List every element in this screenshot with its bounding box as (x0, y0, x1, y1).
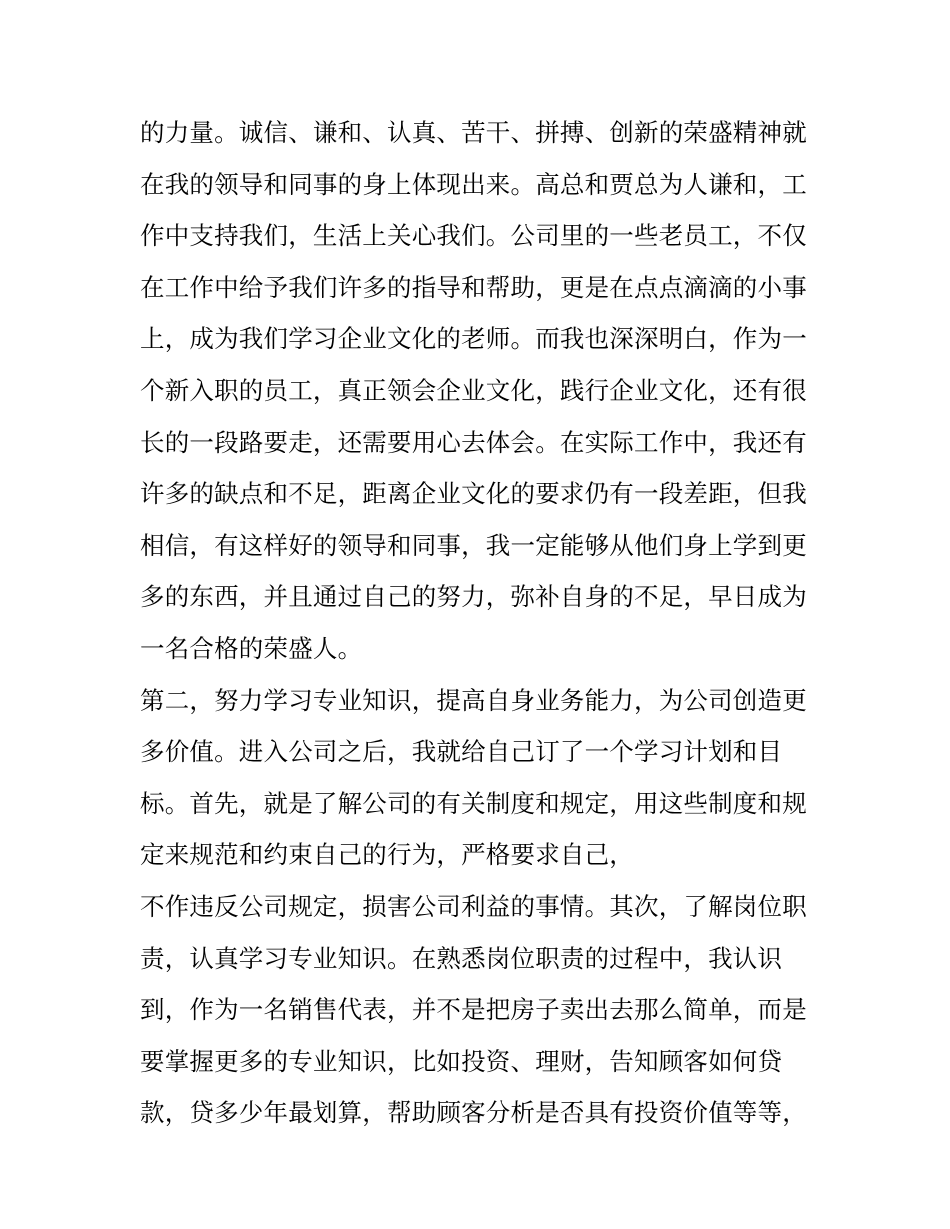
text-line-10: 多的东西，并且通过自己的努力，弥补自身的不足，早日成为 (140, 582, 807, 612)
text-line-11: 一名合格的荣盛人。 (140, 633, 363, 663)
text-line-16: 不作违反公司规定，损害公司利益的事情。其次，了解岗位职 (140, 891, 807, 921)
text-line-13: 多价值。进入公司之后，我就给自己订了一个学习计划和目 (140, 737, 783, 767)
text-line-6: 个新入职的员工，真正领会企业文化，践行企业文化，还有很 (140, 375, 807, 405)
text-line-9: 相信，有这样好的领导和同事，我一定能够从他们身上学到更 (140, 530, 807, 560)
text-line-3: 作中支持我们，生活上关心我们。公司里的一些老员工，不仅 (140, 221, 807, 251)
text-line-19: 要掌握更多的专业知识，比如投资、理财，告知顾客如何贷 (140, 1046, 783, 1076)
text-line-2: 在我的领导和同事的身上体现出来。高总和贾总为人谦和，工 (140, 169, 807, 199)
text-line-12: 第二，努力学习专业知识，提高自身业务能力，为公司创造更 (140, 685, 807, 715)
text-line-15: 定来规范和约束自己的行为，严格要求自己， (140, 840, 634, 870)
text-line-14: 标。首先，就是了解公司的有关制度和规定，用这些制度和规 (140, 788, 807, 818)
text-line-7: 长的一段路要走，还需要用心去体会。在实际工作中，我还有 (140, 427, 807, 457)
text-line-20: 款，贷多少年最划算，帮助顾客分析是否具有投资价值等等， (140, 1098, 807, 1128)
text-line-8: 许多的缺点和不足，距离企业文化的要求仍有一段差距，但我 (140, 479, 807, 509)
text-line-18: 到，作为一名销售代表，并不是把房子卖出去那么简单，而是 (140, 995, 807, 1025)
text-line-17: 责，认真学习专业知识。在熟悉岗位职责的过程中，我认识 (140, 943, 783, 973)
text-line-1: 的力量。诚信、谦和、认真、苦干、拼搏、创新的荣盛精神就 (140, 118, 807, 147)
body-text (140, 107, 820, 1139)
text-line-4: 在工作中给予我们许多的指导和帮助，更是在点点滴滴的小事 (140, 272, 807, 302)
text-line-5: 上，成为我们学习企业文化的老师。而我也深深明白，作为一 (140, 324, 807, 354)
